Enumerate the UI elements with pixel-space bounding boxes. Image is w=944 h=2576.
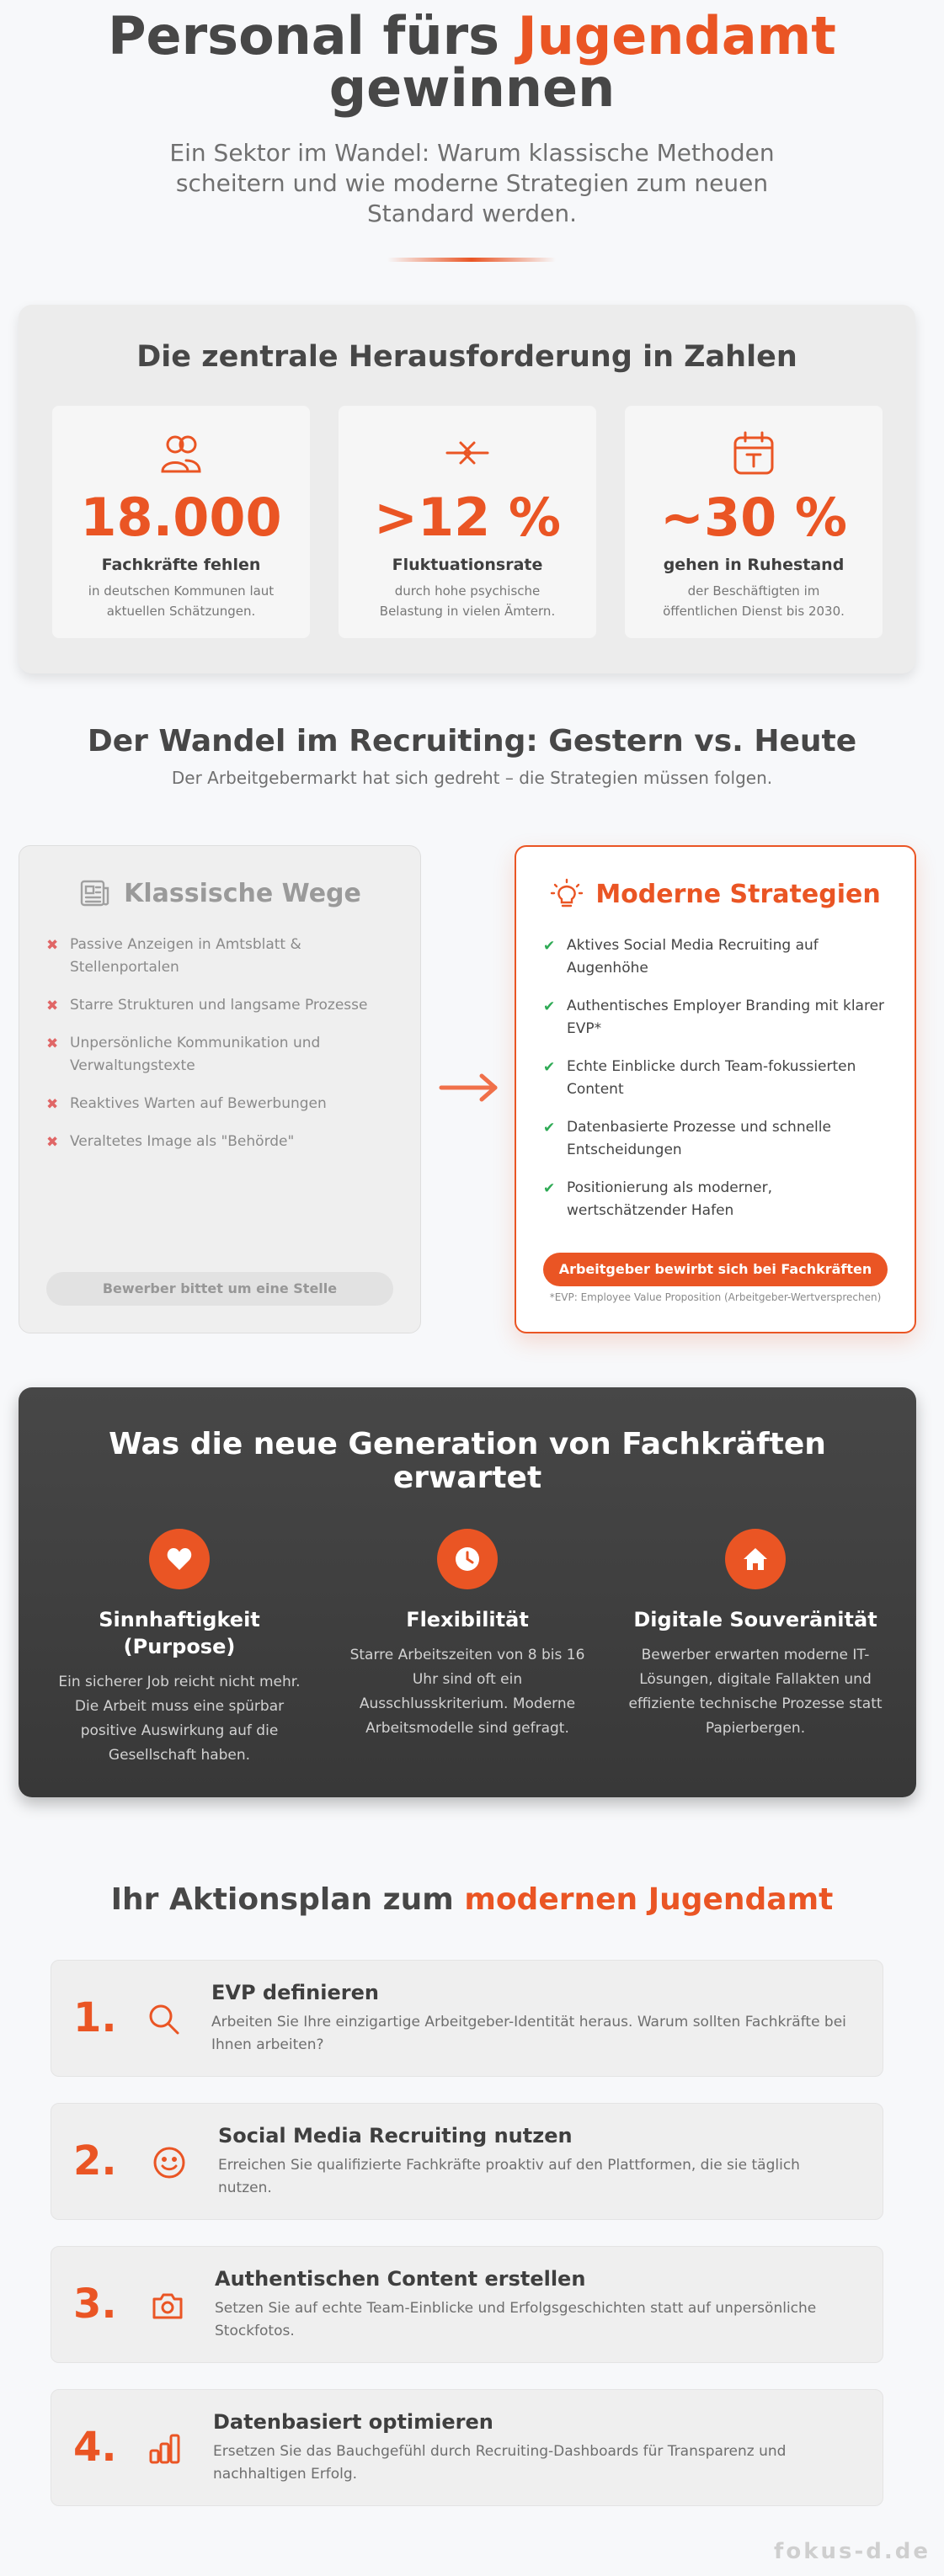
check-icon: ✔ — [543, 998, 556, 1015]
classic-ways-card — [19, 845, 421, 1333]
step-title: Social Media Recruiting nutzen — [218, 2124, 573, 2148]
check-icon: ✔ — [543, 1180, 556, 1197]
action-step — [51, 2103, 883, 2220]
title-part1: Personal fürs — [108, 5, 518, 67]
generation-item — [51, 1529, 308, 1768]
page-title — [0, 5, 944, 119]
modern-strategies-title: Moderne Strategien — [595, 879, 881, 909]
stat-number: ~30 % — [660, 487, 847, 548]
cross-icon: ✖ — [46, 1096, 59, 1113]
watermark: fokus-d.de — [774, 2539, 931, 2564]
stat-card — [625, 406, 883, 638]
stat-label: Fachkräfte fehlen — [101, 556, 261, 574]
step-title: Datenbasiert optimieren — [213, 2410, 493, 2434]
list-item: ✔ Datenbasierte Prozesse und schnelle Entscheidungen — [543, 1119, 831, 1158]
step-number: 3. — [73, 2281, 117, 2328]
action-step — [51, 1960, 883, 2077]
challenge-panel — [19, 305, 915, 673]
smiley-icon — [151, 2144, 188, 2181]
classic-ways-title: Klassische Wege — [124, 878, 361, 908]
modern-strategies-header — [516, 877, 915, 911]
generation-item — [339, 1529, 596, 1741]
exchange-arrows-icon — [339, 428, 596, 478]
cross-icon: ✖ — [46, 998, 59, 1014]
step-number: 4. — [73, 2424, 117, 2471]
generation-item-desc: Bewerber erwarten moderne IT-Lösungen, digitale Fallakten und effiziente technische Prozesse statt Papierbergen. — [628, 1647, 883, 1737]
list-item: ✖ Veraltetes Image als "Behörde" — [46, 1131, 397, 1153]
evp-footnote: *EVP: Employee Value Proposition (Arbeitgeber-Wertversprechen) — [549, 1291, 882, 1303]
generation-item-desc: Ein sicherer Job reicht nicht mehr. Die Arbeit muss eine spürbar positive Auswirkung auf die Gesellschaft haben. — [58, 1674, 301, 1764]
stat-card — [339, 406, 596, 638]
home-icon — [725, 1529, 786, 1589]
classic-ways-pill: Bewerber bittet um eine Stelle — [46, 1272, 393, 1306]
arrow-right-icon — [438, 1071, 500, 1104]
stat-description: in deutschen Kommunen laut aktuellen Schätzungen. — [88, 583, 275, 619]
action-step — [51, 2389, 883, 2506]
list-item: ✖ Passive Anzeigen in Amtsblatt & Stellenportalen — [46, 936, 301, 976]
stat-number: >12 % — [374, 487, 561, 548]
list-item: ✔ Aktives Social Media Recruiting auf Augenhöhe — [543, 937, 819, 977]
hero — [0, 5, 944, 229]
cross-icon: ✖ — [46, 1035, 59, 1052]
hero-subtitle: Ein Sektor im Wandel: Warum klassische Methoden scheitern und wie moderne Strategien zum neuen Standard werden. — [169, 139, 775, 227]
list-item: ✖ Starre Strukturen und langsame Prozesse — [46, 994, 397, 1017]
check-icon: ✔ — [543, 1120, 556, 1136]
plan-title — [0, 1882, 944, 1917]
step-number: 1. — [73, 1994, 117, 2041]
newspaper-icon — [78, 876, 112, 910]
generation-item-title: Digitale Souveränität — [633, 1608, 877, 1631]
change-title: Der Wandel im Recruiting: Gestern vs. Heute — [87, 724, 857, 758]
hero-divider — [387, 258, 556, 262]
generation-item-title: Sinnhaftigkeit (Purpose) — [99, 1608, 260, 1658]
generation-item-title: Flexibilität — [406, 1608, 529, 1631]
bar-chart-icon — [146, 2430, 183, 2467]
list-item: ✖ Reaktives Warten auf Bewerbungen — [46, 1093, 397, 1115]
classic-ways-header — [19, 876, 420, 910]
list-item: ✖ Unpersönliche Kommunikation und Verwaltungstexte — [46, 1035, 321, 1074]
generation-panel — [19, 1387, 916, 1797]
camera-icon — [149, 2287, 186, 2324]
search-icon — [146, 2001, 183, 2038]
modern-strategies-card — [515, 845, 916, 1333]
heart-icon — [149, 1529, 210, 1589]
cross-icon: ✖ — [46, 1134, 59, 1151]
step-desc: Ersetzen Sie das Bauchgefühl durch Recruiting-Dashboards für Transparenz und nachhaltigen Erfolg. — [213, 2443, 787, 2483]
stat-number: 18.000 — [80, 487, 282, 548]
list-item: ✔ Echte Einblicke durch Team-fokussierten Content — [543, 1058, 856, 1098]
step-number: 2. — [73, 2137, 117, 2185]
lightbulb-icon — [550, 877, 584, 911]
title-highlight: Jugendamt — [517, 5, 836, 67]
stat-description: durch hohe psychische Belastung in vielen Ämtern. — [379, 583, 556, 619]
check-icon: ✔ — [543, 1059, 556, 1076]
action-step — [51, 2246, 883, 2363]
list-item: ✔ Authentisches Employer Branding mit klarer EVP* — [543, 998, 885, 1037]
clock-icon — [437, 1529, 498, 1589]
step-title: EVP definieren — [211, 1981, 379, 2004]
challenge-title: Die zentrale Herausforderung in Zahlen — [136, 340, 797, 374]
step-desc: Erreichen Sie qualifizierte Fachkräfte proaktiv auf den Plattformen, die sie täglich nutzen. — [218, 2157, 800, 2196]
stat-card — [52, 406, 310, 638]
cross-icon: ✖ — [46, 937, 59, 954]
stat-description: der Beschäftigten im öffentlichen Dienst bis 2030. — [663, 583, 845, 619]
generation-item-desc: Starre Arbeitszeiten von 8 bis 16 Uhr sind oft ein Ausschlusskriterium. Moderne Arbeitsmodelle sind gefragt. — [349, 1647, 585, 1737]
stat-label: gehen in Ruhestand — [663, 556, 845, 574]
classic-ways-list — [46, 934, 397, 1168]
step-desc: Setzen Sie auf echte Team-Einblicke und Erfolgsgeschichten statt auf unpersönliche Stockfotos. — [215, 2300, 817, 2339]
title-part2: gewinnen — [328, 57, 616, 119]
check-icon: ✔ — [543, 938, 556, 955]
list-item: ✔ Positionierung als moderner, wertschätzender Hafen — [543, 1179, 773, 1219]
step-desc: Arbeiten Sie Ihre einzigartige Arbeitgeber-Identität heraus. Warum sollten Fachkräfte bei Ihnen arbeiten? — [211, 2014, 846, 2053]
change-subtitle: Der Arbeitgebermarkt hat sich gedreht – die Strategien müssen folgen. — [171, 768, 773, 788]
plan-title-part1: Ihr Aktionsplan zum — [110, 1882, 465, 1917]
modern-strategies-pill: Arbeitgeber bewirbt sich bei Fachkräften — [543, 1253, 888, 1286]
stat-label: Fluktuationsrate — [392, 556, 543, 574]
step-title: Authentischen Content erstellen — [215, 2267, 586, 2291]
generation-item — [627, 1529, 884, 1741]
plan-title-highlight: modernen Jugendamt — [464, 1882, 834, 1917]
generation-title: Was die neue Generation von Fachkräften erwartet — [109, 1427, 826, 1495]
modern-strategies-list — [543, 934, 891, 1237]
users-icon — [52, 428, 310, 478]
calendar-icon — [625, 428, 883, 478]
